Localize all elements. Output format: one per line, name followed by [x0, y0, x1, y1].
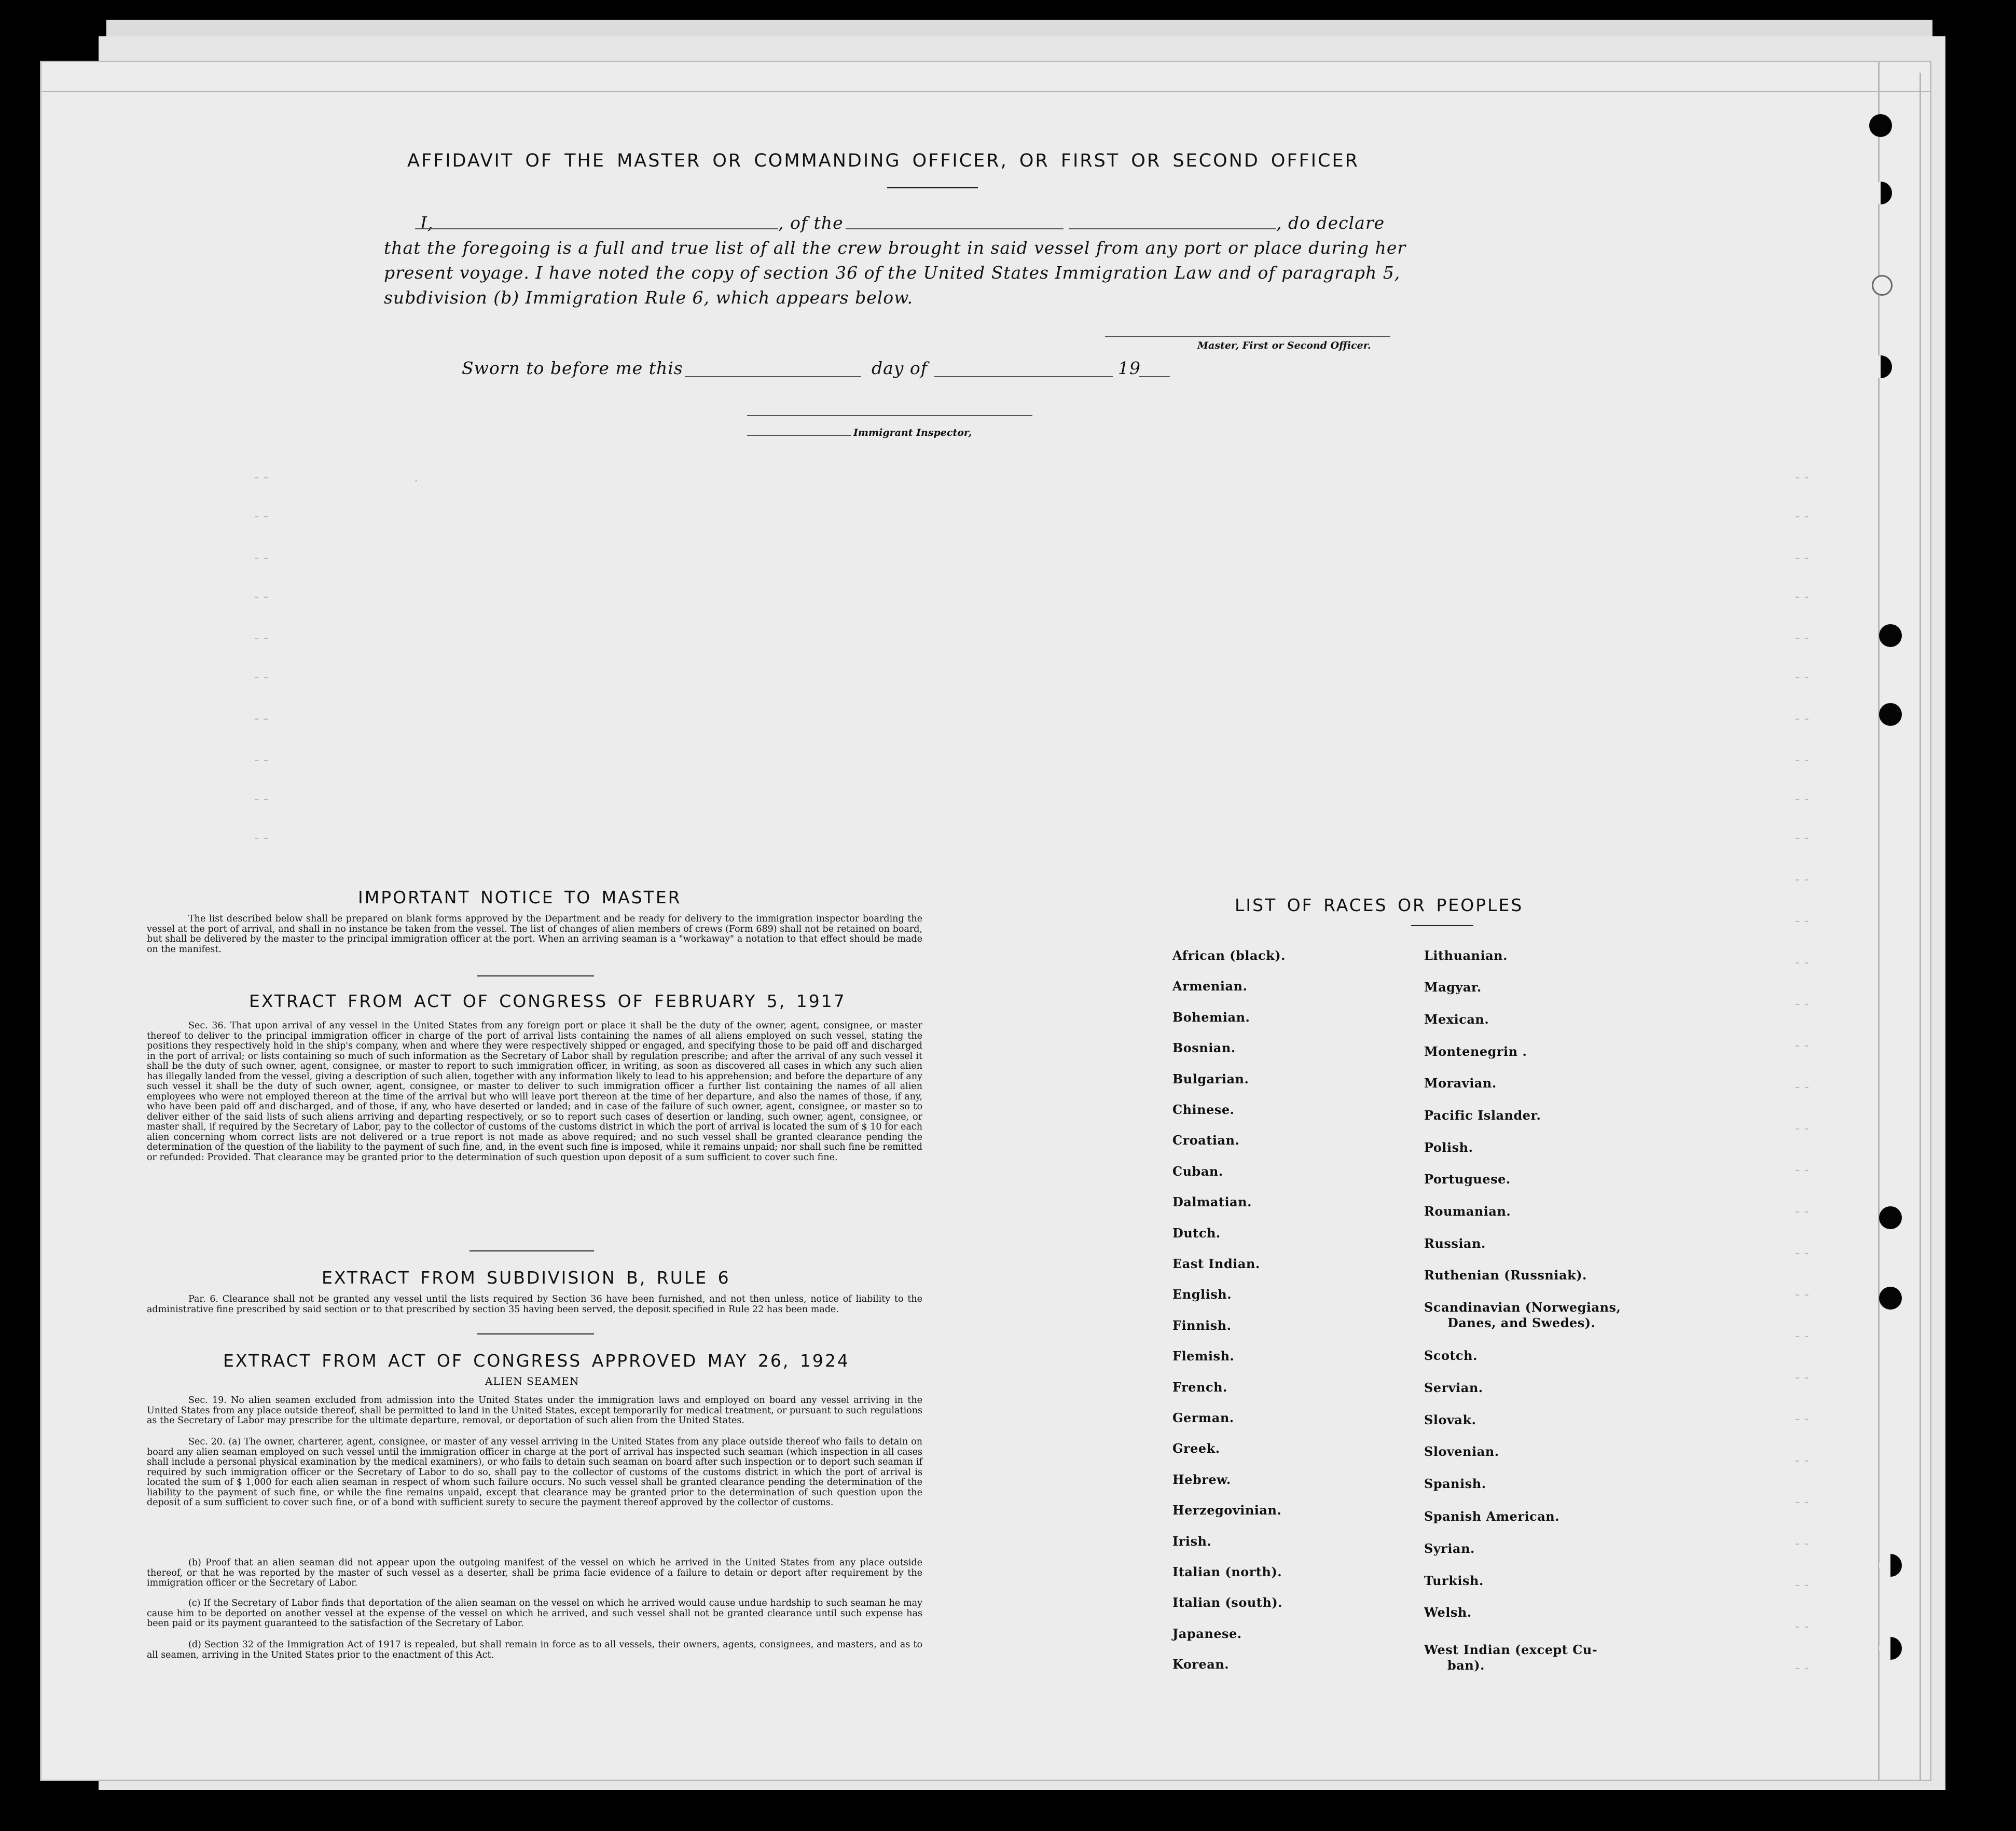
punch-hole-icon: [1879, 1206, 1902, 1229]
bleed-through-mark: - -: [1795, 1038, 1810, 1053]
race-item: French.: [1172, 1379, 1227, 1395]
race-item: Portuguese.: [1424, 1172, 1511, 1187]
bleed-through-mark: - -: [1795, 1494, 1810, 1510]
punch-hole-icon: [1879, 1637, 1902, 1660]
extract-1917-title: EXTRACT FROM ACT OF CONGRESS OF FEBRUARY 5, 1917: [249, 991, 846, 1011]
punch-hole-icon: [1879, 1554, 1902, 1577]
page-fold-line: [1878, 62, 1880, 1780]
divider: [477, 975, 594, 976]
vessel-blank: [846, 228, 1064, 229]
race-item: Bosnian.: [1172, 1040, 1236, 1056]
race-item: Turkish.: [1424, 1573, 1484, 1588]
race-item: Mexican.: [1424, 1012, 1489, 1027]
bleed-through-mark: - -: [1795, 1453, 1810, 1468]
race-item: Polish.: [1424, 1140, 1473, 1155]
sec19-body: Sec. 19. No alien seamen excluded from admission into the United States under the immigration laws and employed on board any vessel arriving in the United States from any place outside thereof, shall be permitted to land in the United States, except temporarily for medical treatment, or pursuant to such regulations as the Secretary of Labor may prescribe for the ultimate departure, removal, or deportation of such alien from the United States.: [147, 1395, 922, 1426]
bleed-through-mark: - -: [1795, 711, 1810, 726]
race-item: Slovenian.: [1424, 1444, 1499, 1459]
sec20a-body: Sec. 20. (a) The owner, charterer, agent, consignee, or master of any vessel arriving in the United States from any place outside thereof who fails to detain on board any alien seaman employed on such vessel until the immigration officer in charge at the port of arrival has inspected such seaman (which inspection in all cases shall include a personal physical examination by the medical examiners), or who fails to detain such seaman on board after such inspection or to deport such seaman if required by such immigration officer or the Secretary of Labor to do so, shall pay to the collector of customs of the customs district in which the port of arrival is located the sum of $ 1,000 for each alien seaman in respect of whom such failure occurs. No such vessel shall be granted clearance pending the determination of the liability to the payment of such fine, or while the fine remains unpaid, except that clearance may be granted prior to the determination of such question upon the deposit of a sum sufficient to cover such fine, or of a bond with sufficient surety to secure the payment thereof approved by the collector of customs.: [147, 1437, 922, 1508]
race-item: German.: [1172, 1410, 1234, 1425]
day-blank: [685, 376, 861, 377]
inspector-label: Immigrant Inspector,: [853, 427, 972, 438]
bleed-through-mark: - -: [1795, 752, 1810, 768]
bleed-through-mark: - -: [254, 830, 269, 846]
bleed-through-mark: - -: [254, 550, 269, 566]
sec20b-body: (b) Proof that an alien seaman did not appear upon the outgoing manifest of the vessel on which he arrived in the United States from any place outside thereof, or that he was reported by the master of such vessel as a deserter, shall be prima facie evidence of a failure to detain or deport after requirement by the immigration officer or the Secretary of Labor.: [147, 1558, 922, 1588]
bleed-through-mark: - -: [1795, 1411, 1810, 1427]
bleed-through-mark: - -: [1795, 589, 1810, 604]
notice-title: IMPORTANT NOTICE TO MASTER: [358, 887, 682, 907]
race-item: Scandinavian (Norwegians,: [1424, 1300, 1621, 1315]
bleed-through-mark: - -: [1795, 550, 1810, 566]
affidavit-declare: , do declare: [1276, 213, 1385, 233]
page-edge-line: [42, 91, 1930, 92]
bleed-through-mark: - -: [1795, 913, 1810, 929]
race-item: English.: [1172, 1287, 1232, 1302]
race-item: Bohemian.: [1172, 1009, 1250, 1025]
race-item: Servian.: [1424, 1380, 1483, 1395]
signature-blank: [1105, 336, 1390, 337]
bleed-through-mark: - -: [1795, 630, 1810, 646]
race-item: Croatian.: [1172, 1133, 1240, 1148]
sec20c-body: (c) If the Secretary of Labor finds that deportation of the alien seaman on the vessel on which he arrived would cause undue hardship to such seaman he may cause him to be deported on another vessel at the expense of the vessel on which he arrived, and such vessel shall not be granted clearance until such expense has been paid or its payment guaranteed to the satisfaction of the Secretary of Labor.: [147, 1598, 922, 1629]
race-item: Bulgarian.: [1172, 1071, 1249, 1086]
bleed-through-mark: - -: [1795, 1245, 1810, 1261]
extract-1917-body: Sec. 36. That upon arrival of any vessel in the United States from any foreign port or place it shall be the duty of the owner, agent, consignee, or master thereof to deliver to the principal immigration officer in charge of the port of arrival lists containing the names of all aliens employed on such vessel, stating the positions they respectively hold in the ship's company, when and where they were respectively shipped or engaged, and specifying those to be paid off and discharged in the port of arrival; or lists containing so much of such information as the Secretary of Labor shall by regulation prescribe; and after the arrival of any such vessel it shall be the duty of such owner, agent, consignee, or master to report to such immigration officer, in writing, as soon as discovered all cases in which any such alien has illegally landed from the vessel, giving a description of such alien, together with any information likely to lead to his apprehension; and before the departure of any such vessel it shall be the duty of such owner, agent, consignee, or master to deliver to such immigration officer a further list containing the names of all alien employees who were not employed thereon at the time of the arrival but who will leave port thereon at the time of her departure, and also the names of those, if any, who have been paid off and discharged, and of those, if any, who have deserted or landed; and in case of the failure of such owner, agent, consignee, or master so to deliver either of the said lists of such aliens arriving and departing respectively, or so to report such cases of desertion or landing, such owner, agent, consignee, or master shall, if required by the Secretary of Labor, pay to the collector of customs of the customs district in which the port of arrival is located the sum of $ 10 for each alien concerning whom correct lists are not delivered or a true report is not made as above required; and no such vessel shall be granted clearance pending the determination of the question of the liability to the payment of such fine, and, in the event such fine is imposed, while it remains unpaid; nor shall such fine be remitted or refunded: Provided. That clearance may be granted prior to the determination of such question upon deposit of a sum sufficient to cover such fine.: [147, 1021, 922, 1163]
affidavit-title: AFFIDAVIT OF THE MASTER OR COMMANDING OFFICER, OR FIRST OR SECOND OFFICER: [407, 150, 1359, 171]
sworn-year: 19: [1118, 358, 1141, 378]
bleed-through-mark: - -: [254, 791, 269, 807]
race-item: West Indian (except Cu-: [1424, 1642, 1598, 1657]
inspector-blank: [747, 415, 1032, 416]
alien-seamen-subtitle: ALIEN SEAMEN: [485, 1375, 579, 1387]
punch-hole-icon: [1879, 624, 1902, 647]
race-item: Lithuanian.: [1424, 948, 1508, 963]
bleed-through-mark: - -: [1795, 669, 1810, 685]
sworn-prefix: Sworn to before me this: [462, 358, 683, 378]
extract-rule6-body: Par. 6. Clearance shall not be granted any vessel until the lists required by Section 36 have been furnished, and not then unless, notice of liability to the administrative fine prescribed by said section or to that prescribed by section 35 having been served, the deposit specified in Rule 22 has been made.: [147, 1294, 922, 1315]
bleed-through-mark: - -: [254, 630, 269, 646]
race-item: Magyar.: [1424, 980, 1482, 995]
race-item: Greek.: [1172, 1441, 1220, 1456]
month-blank: [934, 376, 1113, 377]
race-item: Spanish.: [1424, 1476, 1486, 1491]
page-fold-line: [1920, 73, 1921, 1780]
divider: [470, 1250, 594, 1251]
affidavit-line-2: that the foregoing is a full and true list of all the crew brought in said vessel from any port or place during her: [384, 238, 1406, 258]
bleed-through-mark: - -: [1795, 1619, 1810, 1634]
race-item: Flemish.: [1172, 1348, 1235, 1364]
divider: [887, 187, 978, 188]
race-item: ban).: [1447, 1658, 1485, 1673]
name-blank: [415, 228, 778, 229]
race-item: Hebrew.: [1172, 1471, 1231, 1487]
inspector-blank: [747, 435, 851, 436]
affidavit-of-the: , of the: [778, 213, 844, 233]
race-item: East Indian.: [1172, 1256, 1260, 1271]
punch-hole-icon: [1869, 114, 1892, 137]
bleed-through-mark: - -: [1795, 955, 1810, 970]
races-title: LIST OF RACES OR PEOPLES: [1235, 895, 1524, 915]
punch-hole-icon: [1879, 703, 1902, 726]
bleed-through-mark: - -: [1795, 1536, 1810, 1551]
divider: [477, 1333, 594, 1334]
bleed-through-mark: - -: [254, 669, 269, 685]
bleed-through-mark: - - .: [254, 470, 419, 485]
bleed-through-mark: - -: [1795, 830, 1810, 846]
extract-rule6-title: EXTRACT FROM SUBDIVISION B, RULE 6: [322, 1268, 730, 1288]
race-item: Finnish.: [1172, 1317, 1232, 1333]
bleed-through-mark: - -: [1795, 1287, 1810, 1302]
race-item: African (black).: [1172, 948, 1286, 963]
race-item: Chinese.: [1172, 1102, 1235, 1117]
bleed-through-mark: - -: [1795, 470, 1810, 485]
bleed-through-mark: - -: [1795, 791, 1810, 807]
race-item: Italian (south).: [1172, 1595, 1283, 1610]
extract-1924-title: EXTRACT FROM ACT OF CONGRESS APPROVED MAY 26, 1924: [223, 1351, 850, 1371]
race-item: Spanish American.: [1424, 1509, 1560, 1524]
race-item: Dutch.: [1172, 1225, 1221, 1241]
race-item: Irish.: [1172, 1533, 1212, 1549]
race-item: Syrian.: [1424, 1541, 1475, 1556]
bleed-through-mark: - -: [254, 752, 269, 768]
bleed-through-mark: - -: [1795, 1121, 1810, 1136]
bleed-through-mark: - -: [1795, 872, 1810, 887]
divider: [1411, 925, 1473, 926]
bleed-through-mark: - -: [254, 508, 269, 524]
bleed-through-mark: - -: [1795, 1370, 1810, 1385]
sec20d-body: (d) Section 32 of the Immigration Act of 1917 is repealed, but shall remain in force as to all vessels, their owners, agents, consignees, and masters, and as to all seamen, arriving in the United States prior to the enactment of this Act.: [147, 1640, 922, 1660]
race-item: Korean.: [1172, 1657, 1230, 1672]
race-item: Pacific Islander.: [1424, 1108, 1541, 1123]
bleed-through-mark: - -: [1795, 1079, 1810, 1095]
bleed-through-mark: - -: [1795, 1660, 1810, 1676]
race-item: Cuban.: [1172, 1163, 1223, 1179]
affidavit-i: I,: [420, 213, 434, 233]
race-item: Welsh.: [1424, 1605, 1472, 1620]
race-item: Slovak.: [1424, 1412, 1476, 1427]
race-item: Danes, and Swedes).: [1447, 1315, 1596, 1330]
bleed-through-mark: - -: [254, 589, 269, 604]
race-item: Moravian.: [1424, 1076, 1497, 1091]
punch-hole-icon: [1869, 182, 1892, 204]
affidavit-line-4: subdivision (b) Immigration Rule 6, which appears below.: [384, 287, 913, 308]
vessel-blank: [1069, 228, 1276, 229]
year-blank: [1139, 376, 1170, 377]
punch-hole-icon: [1872, 275, 1893, 296]
affidavit-line-3: present voyage. I have noted the copy of section 36 of the United States Immigration Law and of paragraph 5,: [384, 263, 1401, 283]
bleed-through-mark: - -: [1795, 508, 1810, 524]
bleed-through-mark: - -: [1795, 1204, 1810, 1219]
punch-hole-icon: [1879, 1287, 1902, 1310]
race-item: Herzegovinian.: [1172, 1503, 1282, 1518]
master-signature-label: Master, First or Second Officer.: [1197, 340, 1371, 351]
race-item: Italian (north).: [1172, 1564, 1282, 1579]
race-item: Scotch.: [1424, 1348, 1478, 1363]
race-item: Roumanian.: [1424, 1204, 1511, 1219]
notice-body: The list described below shall be prepared on blank forms approved by the Department and be ready for delivery to the immigration inspector boarding the vessel at the port of arrival, and shall in no instance be taken from the vessel. The list of changes of alien members of crews (Form 689) shall not be retained on board, but shall be delivered by the master to the principal immigration officer at the port. When an arriving seaman is a "workaway" a notation to that effect should be made on the manifest.: [147, 914, 922, 955]
affidavit-line-1: [384, 213, 434, 233]
race-item: Japanese.: [1172, 1626, 1242, 1641]
punch-hole-icon: [1869, 355, 1892, 378]
race-item: Ruthenian (Russniak).: [1424, 1268, 1587, 1283]
sworn-day-of: day of: [872, 358, 928, 378]
race-item: Russian.: [1424, 1236, 1486, 1251]
bleed-through-mark: - -: [1795, 1577, 1810, 1593]
race-item: Dalmatian.: [1172, 1194, 1252, 1210]
bleed-through-mark: - -: [1795, 1162, 1810, 1178]
bleed-through-mark: - -: [254, 711, 269, 726]
race-item: Armenian.: [1172, 979, 1248, 994]
race-item: Montenegrin .: [1424, 1044, 1527, 1059]
bleed-through-mark: - -: [1795, 996, 1810, 1012]
bleed-through-mark: - -: [1795, 1328, 1810, 1344]
